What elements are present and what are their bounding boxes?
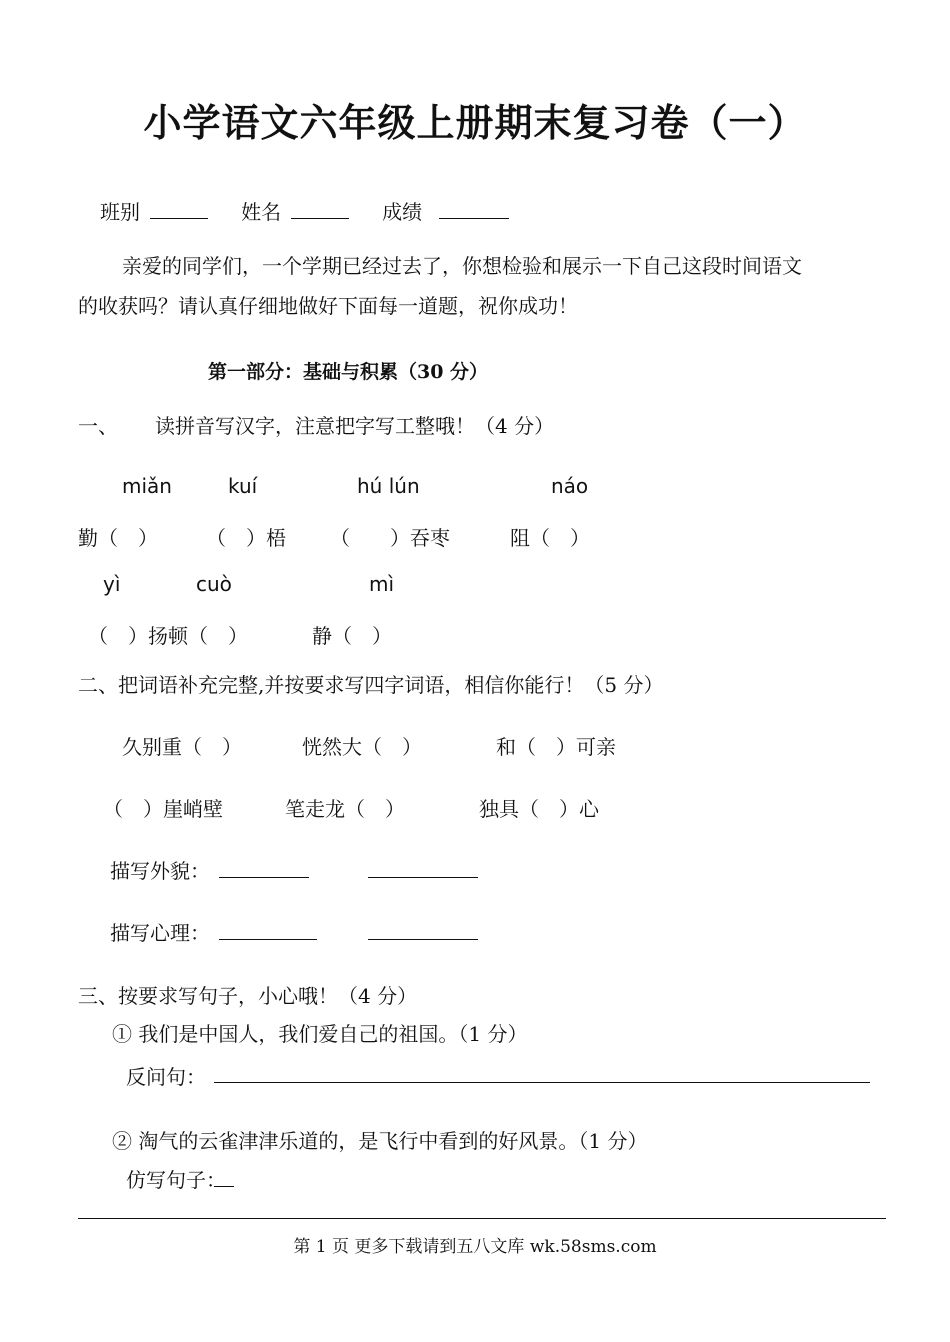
intro-line-1: 亲爱的同学们，一个学期已经过去了，你想检验和展示一下自己这段时间语文 — [122, 254, 802, 278]
q2-text: 二、把词语补充完整,并按要求写四字词语，相信你能行！（5 分） — [78, 673, 664, 697]
q1-text: 读拼音写汉字，注意把字写工整哦！（4 分） — [155, 414, 555, 438]
appearance-blank-1[interactable] — [219, 877, 309, 878]
imitate-label: 仿写句子： — [126, 1168, 226, 1192]
word-huangrandai: 恍然大（ ） — [302, 735, 422, 759]
footer-divider — [78, 1218, 886, 1219]
word-jing: 静（ ） — [312, 624, 392, 648]
pinyin-yi: yì — [103, 572, 121, 596]
part1-heading: 第一部分：基础与积累（30 分） — [208, 361, 489, 383]
mind-label: 描写心理： — [110, 921, 210, 945]
word-heqinke: 和（ ）可亲 — [496, 735, 616, 759]
q3-item-2: ② 淘气的云雀津津乐道的，是飞行中看到的好风景。（1 分） — [112, 1129, 648, 1153]
word-tunzao: （ ）吞枣 — [330, 526, 450, 550]
name-field[interactable] — [291, 198, 349, 219]
word-jiubiechong: 久别重（ ） — [122, 735, 242, 759]
mind-blank-1[interactable] — [219, 939, 317, 940]
word-dujuxin: 独具（ ）心 — [479, 797, 599, 821]
pinyin-mi: mì — [369, 572, 395, 596]
word-bizoulong: 笔走龙（ ） — [285, 797, 405, 821]
appearance-label: 描写外貌： — [110, 859, 210, 883]
pinyin-cuo: cuò — [196, 572, 232, 596]
rhetorical-answer-line[interactable] — [214, 1082, 870, 1083]
word-zu: 阻（ ） — [510, 526, 590, 550]
pinyin-nao: náo — [551, 474, 589, 498]
word-yaqiaobi: （ ）崖峭壁 — [103, 797, 223, 821]
mind-blank-2[interactable] — [368, 939, 478, 940]
page-title: 小学语文六年级上册期末复习卷（一） — [143, 100, 807, 145]
appearance-blank-2[interactable] — [368, 877, 478, 878]
q3-text: 三、按要求写句子，小心哦！（4 分） — [78, 984, 418, 1008]
q3-item-1: ① 我们是中国人，我们爱自己的祖国。（1 分） — [112, 1022, 528, 1046]
class-field[interactable] — [150, 198, 208, 219]
name-label: 姓名 — [241, 200, 282, 224]
intro-line-2: 的收获吗？请认真仔细地做好下面每一道题，祝你成功！ — [78, 294, 578, 318]
q1-number: 一、 — [78, 414, 118, 438]
pinyin-mian: miǎn — [122, 474, 172, 498]
imitate-answer-line[interactable] — [214, 1186, 234, 1187]
score-field[interactable] — [439, 198, 509, 219]
pinyin-kui: kuí — [228, 474, 258, 498]
info-row — [100, 196, 513, 225]
rhetorical-label: 反问句： — [126, 1065, 206, 1089]
score-label: 成绩 — [382, 200, 423, 224]
page-footer: 第 1 页 更多下载请到五八文库 wk.58sms.com — [293, 1237, 657, 1257]
word-qin: 勤（ ） — [78, 526, 158, 550]
pinyin-hulun: hú lún — [357, 474, 420, 498]
class-label: 班别 — [100, 200, 140, 224]
word-yangdun: （ ）扬顿（ ） — [88, 624, 248, 648]
word-wu: （ ）梧 — [206, 526, 286, 550]
